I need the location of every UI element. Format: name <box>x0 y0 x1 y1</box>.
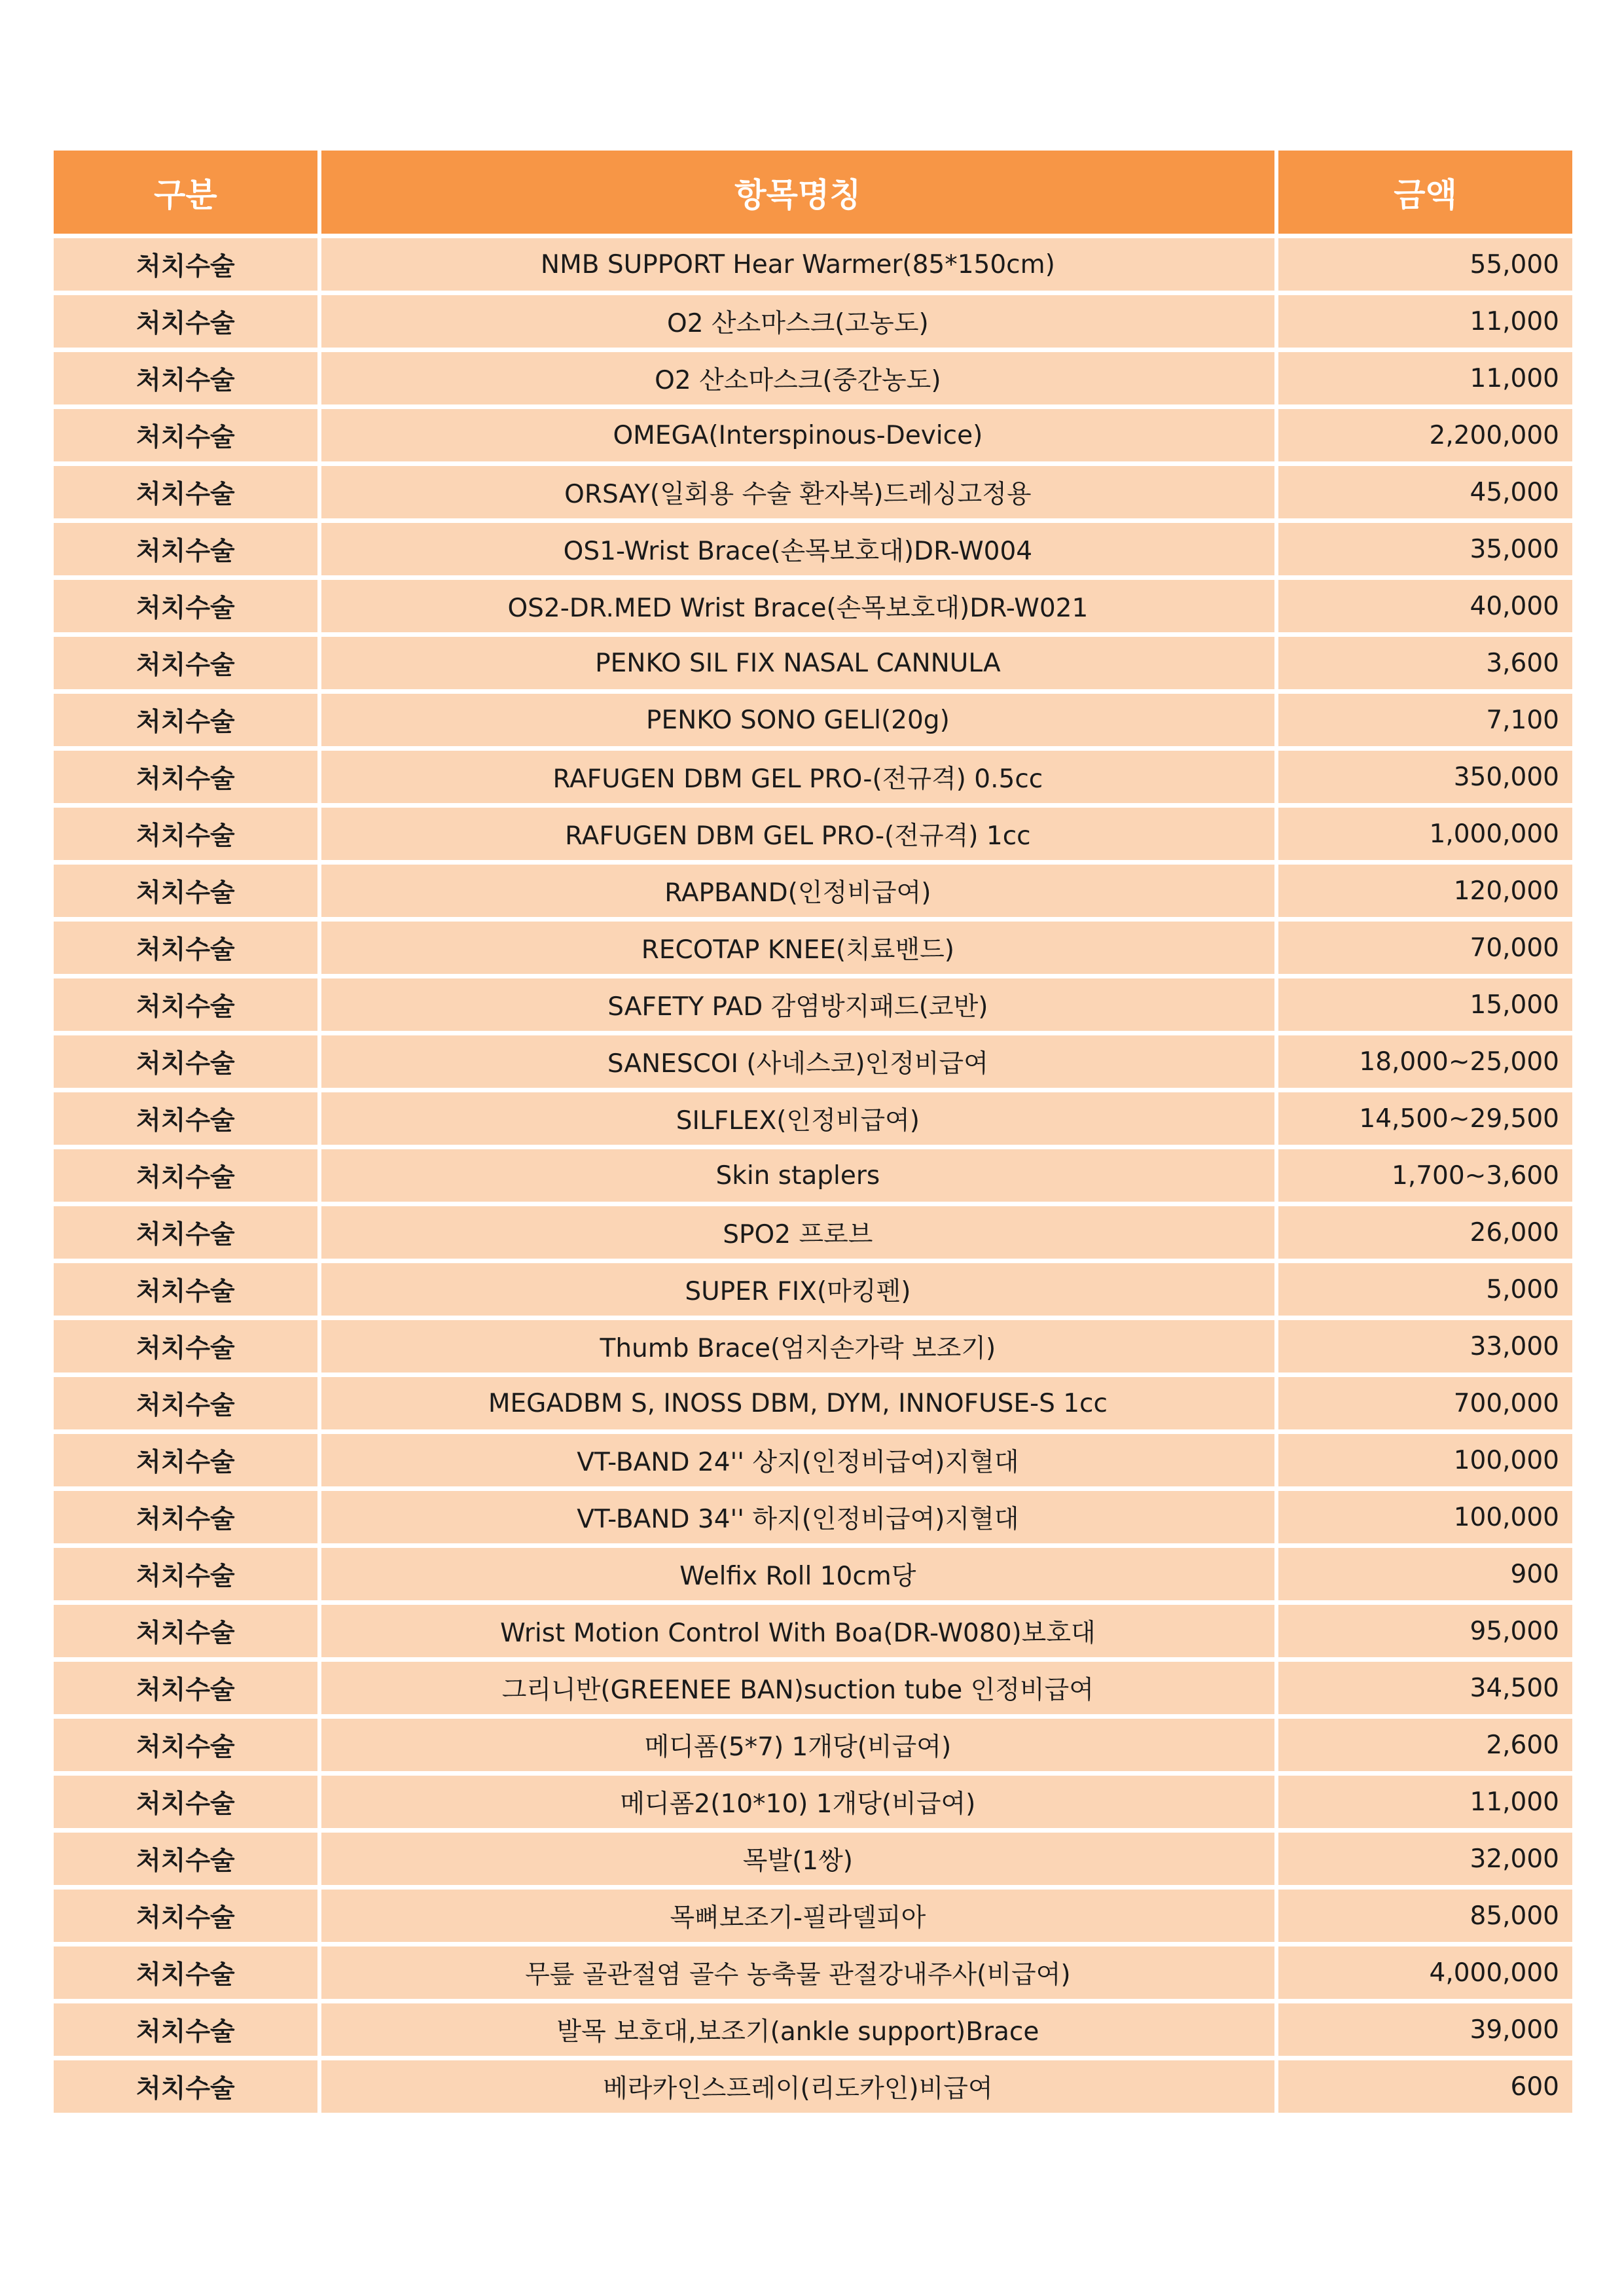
table-row <box>54 466 1572 518</box>
row-price: 2,200,000 <box>1278 409 1572 461</box>
row-item-name: RECOTAP KNEE(치료밴드) <box>321 922 1274 974</box>
row-category: 처치수술 <box>54 1833 317 1885</box>
row-price: 70,000 <box>1278 922 1572 974</box>
row-category: 처치수술 <box>54 1491 317 1543</box>
row-category: 처치수술 <box>54 1605 317 1657</box>
row-price: 34,500 <box>1278 1662 1572 1714</box>
row-item-name: 메디폼(5*7) 1개당(비급여) <box>321 1719 1274 1771</box>
row-item-name: 그리니반(GREENEE BAN)suction tube 인정비급여 <box>321 1662 1274 1714</box>
row-category: 처치수술 <box>54 2060 317 2113</box>
row-category: 처치수술 <box>54 1377 317 1429</box>
row-category: 처치수술 <box>54 580 317 632</box>
row-price: 40,000 <box>1278 580 1572 632</box>
row-price: 11,000 <box>1278 352 1572 404</box>
header-item-name: 항목명칭 <box>321 151 1274 234</box>
row-price: 700,000 <box>1278 1377 1572 1429</box>
table-header-row <box>54 151 1572 234</box>
table-row <box>54 1776 1572 1828</box>
row-price: 55,000 <box>1278 238 1572 291</box>
row-price: 11,000 <box>1278 1776 1572 1828</box>
row-item-name: PENKO SIL FIX NASAL CANNULA <box>321 637 1274 689</box>
table-row <box>54 1149 1572 1202</box>
header-category: 구분 <box>54 151 317 234</box>
row-price: 85,000 <box>1278 1890 1572 1942</box>
row-item-name: VT-BAND 24'' 상지(인정비급여)지혈대 <box>321 1434 1274 1486</box>
row-price: 18,000~25,000 <box>1278 1035 1572 1088</box>
row-price: 900 <box>1278 1548 1572 1600</box>
row-price: 15,000 <box>1278 978 1572 1031</box>
row-category: 처치수술 <box>54 978 317 1031</box>
row-category: 처치수술 <box>54 1149 317 1202</box>
row-item-name: VT-BAND 34'' 하지(인정비급여)지혈대 <box>321 1491 1274 1543</box>
row-category: 처치수술 <box>54 865 317 917</box>
row-item-name: 목뼈보조기-필라델피아 <box>321 1890 1274 1942</box>
row-category: 처치수술 <box>54 466 317 518</box>
row-category: 처치수술 <box>54 751 317 803</box>
table-row <box>54 1263 1572 1316</box>
row-category: 처치수술 <box>54 352 317 404</box>
price-list-sheet <box>54 151 1572 2117</box>
row-category: 처치수술 <box>54 1092 317 1145</box>
table-row <box>54 694 1572 746</box>
row-price: 3,600 <box>1278 637 1572 689</box>
row-price: 600 <box>1278 2060 1572 2113</box>
row-item-name: RAFUGEN DBM GEL PRO-(전규격) 1cc <box>321 808 1274 860</box>
table-row <box>54 580 1572 632</box>
table-row <box>54 1833 1572 1885</box>
row-price: 95,000 <box>1278 1605 1572 1657</box>
row-item-name: RAPBAND(인정비급여) <box>321 865 1274 917</box>
row-category: 처치수술 <box>54 1434 317 1486</box>
row-price: 100,000 <box>1278 1491 1572 1543</box>
row-item-name: OMEGA(Interspinous-Device) <box>321 409 1274 461</box>
table-row <box>54 1890 1572 1942</box>
table-row <box>54 1320 1572 1372</box>
row-category: 처치수술 <box>54 694 317 746</box>
row-price: 120,000 <box>1278 865 1572 917</box>
row-item-name: O2 산소마스크(고농도) <box>321 295 1274 348</box>
table-row <box>54 1548 1572 1600</box>
row-item-name: RAFUGEN DBM GEL PRO-(전규격) 0.5cc <box>321 751 1274 803</box>
row-category: 처치수술 <box>54 1890 317 1942</box>
row-item-name: PENKO SONO GELl(20g) <box>321 694 1274 746</box>
row-price: 350,000 <box>1278 751 1572 803</box>
row-category: 처치수술 <box>54 1206 317 1259</box>
row-category: 처치수술 <box>54 1662 317 1714</box>
row-price: 4,000,000 <box>1278 1946 1572 1999</box>
table-row <box>54 2060 1572 2113</box>
row-category: 처치수술 <box>54 523 317 575</box>
header-price: 금액 <box>1278 151 1572 234</box>
row-category: 처치수술 <box>54 808 317 860</box>
price-table <box>50 146 1576 2117</box>
row-item-name: Wrist Motion Control With Boa(DR-W080)보호대 <box>321 1605 1274 1657</box>
row-price: 39,000 <box>1278 2003 1572 2056</box>
row-item-name: SPO2 프로브 <box>321 1206 1274 1259</box>
table-row <box>54 1035 1572 1088</box>
row-category: 처치수술 <box>54 1946 317 1999</box>
table-row <box>54 1491 1572 1543</box>
table-row <box>54 1605 1572 1657</box>
table-row <box>54 295 1572 348</box>
row-item-name: NMB SUPPORT Hear Warmer(85*150cm) <box>321 238 1274 291</box>
table-row <box>54 1946 1572 1999</box>
row-category: 처치수술 <box>54 1263 317 1316</box>
row-category: 처치수술 <box>54 409 317 461</box>
row-price: 45,000 <box>1278 466 1572 518</box>
table-row <box>54 808 1572 860</box>
row-price: 26,000 <box>1278 1206 1572 1259</box>
row-price: 35,000 <box>1278 523 1572 575</box>
table-row <box>54 238 1572 291</box>
table-body <box>54 238 1572 2113</box>
row-price: 2,600 <box>1278 1719 1572 1771</box>
row-price: 14,500~29,500 <box>1278 1092 1572 1145</box>
row-category: 처치수술 <box>54 1320 317 1372</box>
row-item-name: 발목 보호대,보조기(ankle support)Brace <box>321 2003 1274 2056</box>
table-row <box>54 1206 1572 1259</box>
row-item-name: Thumb Brace(엄지손가락 보조기) <box>321 1320 1274 1372</box>
row-price: 7,100 <box>1278 694 1572 746</box>
row-item-name: Welfix Roll 10cm당 <box>321 1548 1274 1600</box>
row-item-name: ORSAY(일회용 수술 환자복)드레싱고정용 <box>321 466 1274 518</box>
row-item-name: OS2-DR.MED Wrist Brace(손목보호대)DR-W021 <box>321 580 1274 632</box>
row-category: 처치수술 <box>54 295 317 348</box>
table-row <box>54 1434 1572 1486</box>
row-price: 1,000,000 <box>1278 808 1572 860</box>
table-row <box>54 352 1572 404</box>
table-row <box>54 523 1572 575</box>
table-row <box>54 1719 1572 1771</box>
row-category: 처치수술 <box>54 1035 317 1088</box>
row-category: 처치수술 <box>54 2003 317 2056</box>
row-item-name: MEGADBM S, INOSS DBM, DYM, INNOFUSE-S 1cc <box>321 1377 1274 1429</box>
row-price: 11,000 <box>1278 295 1572 348</box>
table-row <box>54 1092 1572 1145</box>
table-row <box>54 2003 1572 2056</box>
row-item-name: OS1-Wrist Brace(손목보호대)DR-W004 <box>321 523 1274 575</box>
row-item-name: 메디폼2(10*10) 1개당(비급여) <box>321 1776 1274 1828</box>
row-category: 처치수술 <box>54 1548 317 1600</box>
row-item-name: O2 산소마스크(중간농도) <box>321 352 1274 404</box>
row-item-name: 목발(1쌍) <box>321 1833 1274 1885</box>
row-price: 5,000 <box>1278 1263 1572 1316</box>
row-price: 33,000 <box>1278 1320 1572 1372</box>
table-row <box>54 922 1572 974</box>
row-item-name: SILFLEX(인정비급여) <box>321 1092 1274 1145</box>
table-row <box>54 978 1572 1031</box>
row-category: 처치수술 <box>54 922 317 974</box>
row-item-name: 무릎 골관절염 골수 농축물 관절강내주사(비급여) <box>321 1946 1274 1999</box>
row-category: 처치수술 <box>54 238 317 291</box>
row-price: 100,000 <box>1278 1434 1572 1486</box>
row-category: 처치수술 <box>54 637 317 689</box>
row-item-name: 베라카인스프레이(리도카인)비급여 <box>321 2060 1274 2113</box>
row-item-name: Skin staplers <box>321 1149 1274 1202</box>
table-row <box>54 409 1572 461</box>
table-row <box>54 865 1572 917</box>
row-item-name: SUPER FIX(마킹펜) <box>321 1263 1274 1316</box>
row-category: 처치수술 <box>54 1776 317 1828</box>
row-category: 처치수술 <box>54 1719 317 1771</box>
row-price: 32,000 <box>1278 1833 1572 1885</box>
row-item-name: SANESCOⅠ (사네스코)인정비급여 <box>321 1035 1274 1088</box>
row-price: 1,700~3,600 <box>1278 1149 1572 1202</box>
table-row <box>54 1662 1572 1714</box>
table-row <box>54 637 1572 689</box>
table-row <box>54 1377 1572 1429</box>
row-item-name: SAFETY PAD 감염방지패드(코반) <box>321 978 1274 1031</box>
table-row <box>54 751 1572 803</box>
